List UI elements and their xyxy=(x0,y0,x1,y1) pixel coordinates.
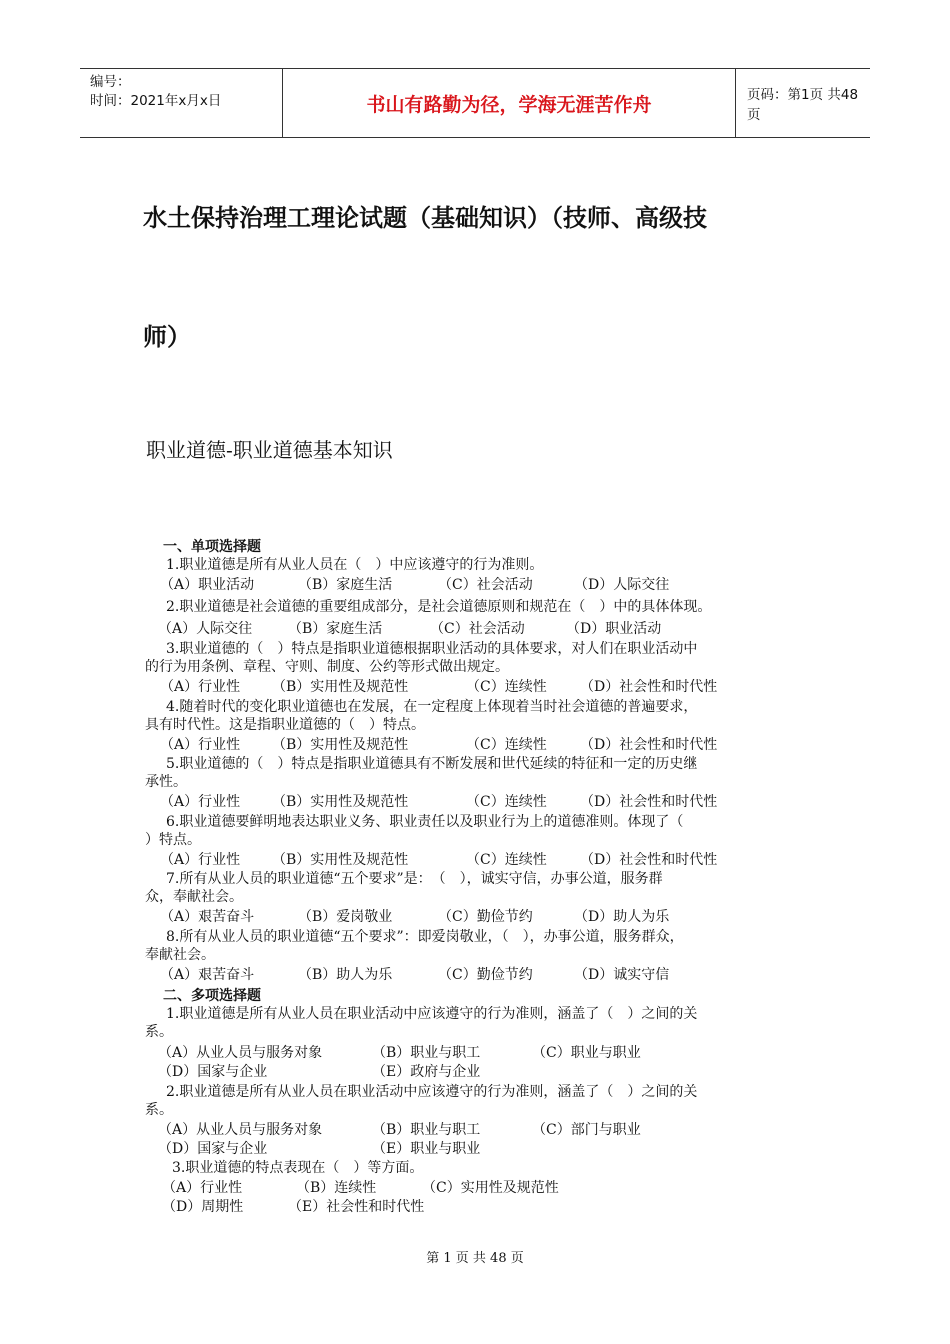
option-a: （A）行业性 xyxy=(162,1180,243,1196)
option-b: （B）爱岗敬业 xyxy=(298,909,393,925)
question-text-cont: 具有时代性。这是指职业道德的（ ）特点。 xyxy=(145,717,425,733)
option-b: （B）职业与职工 xyxy=(372,1122,481,1138)
question-text-cont: 承性。 xyxy=(145,774,187,790)
question-text: 6.职业道德要鲜明地表达职业义务、职业责任以及职业行为上的道德准则。体现了（ xyxy=(166,814,684,830)
question-text-cont: 的行为用条例、章程、守则、制度、公约等形式做出规定。 xyxy=(145,659,509,675)
option-d: （D）人际交往 xyxy=(574,577,670,593)
question-text: 3.职业道德的特点表现在（ ）等方面。 xyxy=(172,1160,424,1176)
option-c: （C）社会活动 xyxy=(438,577,533,593)
page-header xyxy=(80,68,870,138)
question-text: 4.随着时代的变化职业道德也在发展，在一定程度上体现着当时社会道德的普遍要求， xyxy=(166,699,698,715)
question-text: 5.职业道德的（ ）特点是指职业道德具有不断发展和世代延续的特征和一定的历史继 xyxy=(166,756,698,772)
option-d: （D）社会性和时代性 xyxy=(580,679,718,695)
header-page-info: 页码：第1页 共48页 xyxy=(747,87,859,123)
question-text-cont: 众，奉献社会。 xyxy=(145,889,243,905)
single-choice-heading: 一、单项选择题 xyxy=(163,539,261,555)
question-text-cont: 系。 xyxy=(145,1102,173,1118)
option-d: （D）职业活动 xyxy=(566,621,662,637)
option-c: （C）部门与职业 xyxy=(532,1122,641,1138)
option-c: （C）勤俭节约 xyxy=(438,909,533,925)
option-e: （E）职业与职业 xyxy=(372,1141,481,1157)
option-a: （A）人际交往 xyxy=(158,621,253,637)
option-b: （B）助人为乐 xyxy=(298,967,393,983)
option-a: （A）行业性 xyxy=(160,679,241,695)
document-title-line2: 师） xyxy=(143,323,191,351)
option-a: （A）行业性 xyxy=(160,852,241,868)
option-d: （D）社会性和时代性 xyxy=(580,852,718,868)
option-c: （C）勤俭节约 xyxy=(438,967,533,983)
option-d: （D）社会性和时代性 xyxy=(580,737,718,753)
question-text: 2.职业道德是社会道德的重要组成部分，是社会道德原则和规范在（ ）中的具体体现。 xyxy=(166,599,712,615)
option-a: （A）行业性 xyxy=(160,794,241,810)
option-c: （C）连续性 xyxy=(466,737,547,753)
option-a: （A）行业性 xyxy=(160,737,241,753)
section-heading: 职业道德-职业道德基本知识 xyxy=(146,438,393,462)
option-c: （C）连续性 xyxy=(466,679,547,695)
option-b: （B）连续性 xyxy=(296,1180,377,1196)
option-d: （D）国家与企业 xyxy=(158,1141,268,1157)
question-text: 8.所有从业人员的职业道德“五个要求”：即爱岗敬业，（ ），办事公道，服务群众， xyxy=(166,929,684,945)
option-b: （B）实用性及规范性 xyxy=(272,679,409,695)
question-text-cont: 奉献社会。 xyxy=(145,947,215,963)
question-text: 1.职业道德是所有从业人员在（ ）中应该遵守的行为准则。 xyxy=(166,557,544,573)
question-text: 3.职业道德的（ ）特点是指职业道德根据职业活动的具体要求，对人们在职业活动中 xyxy=(166,641,698,657)
option-a: （A）艰苦奋斗 xyxy=(160,909,255,925)
question-text-cont: 系。 xyxy=(145,1024,173,1040)
option-a: （A）艰苦奋斗 xyxy=(160,967,255,983)
option-c: （C）实用性及规范性 xyxy=(422,1180,559,1196)
option-b: （B）家庭生活 xyxy=(288,621,383,637)
option-d: （D）诚实守信 xyxy=(574,967,670,983)
option-c: （C）连续性 xyxy=(466,852,547,868)
option-a: （A）从业人员与服务对象 xyxy=(158,1122,323,1138)
option-c: （C）社会活动 xyxy=(430,621,525,637)
option-c: （C）职业与职业 xyxy=(532,1045,641,1061)
option-d: （D）助人为乐 xyxy=(574,909,670,925)
option-a: （A）从业人员与服务对象 xyxy=(158,1045,323,1061)
option-a: （A）职业活动 xyxy=(160,577,255,593)
question-text-cont: ）特点。 xyxy=(145,832,201,848)
question-text: 7.所有从业人员的职业道德“五个要求”是： （ ），诚实守信，办事公道，服务群 xyxy=(166,871,663,887)
header-motto: 书山有路勤为径，学海无涯苦作舟 xyxy=(282,69,736,137)
multi-choice-heading: 二、多项选择题 xyxy=(163,988,261,1004)
page-footer: 第 1 页 共 48 页 xyxy=(426,1251,524,1266)
option-b: （B）实用性及规范性 xyxy=(272,737,409,753)
option-d: （D）国家与企业 xyxy=(158,1064,268,1080)
option-e: （E）社会性和时代性 xyxy=(288,1199,425,1215)
option-b: （B）职业与职工 xyxy=(372,1045,481,1061)
option-d: （D）周期性 xyxy=(162,1199,244,1215)
option-d: （D）社会性和时代性 xyxy=(580,794,718,810)
question-text: 2.职业道德是所有从业人员在职业活动中应该遵守的行为准则，涵盖了（ ）之间的关 xyxy=(166,1084,698,1100)
header-meta xyxy=(80,69,282,137)
option-b: （B）实用性及规范性 xyxy=(272,852,409,868)
option-c: （C）连续性 xyxy=(466,794,547,810)
option-e: （E）政府与企业 xyxy=(372,1064,481,1080)
option-b: （B）实用性及规范性 xyxy=(272,794,409,810)
document-number-label: 编号： xyxy=(90,74,131,90)
question-text: 1.职业道德是所有从业人员在职业活动中应该遵守的行为准则，涵盖了（ ）之间的关 xyxy=(166,1006,698,1022)
option-b: （B）家庭生活 xyxy=(298,577,393,593)
document-title-line1: 水土保持治理工理论试题（基础知识）（技师、高级技 xyxy=(143,204,707,232)
document-time-label: 时间：2021年x月x日 xyxy=(90,93,222,109)
